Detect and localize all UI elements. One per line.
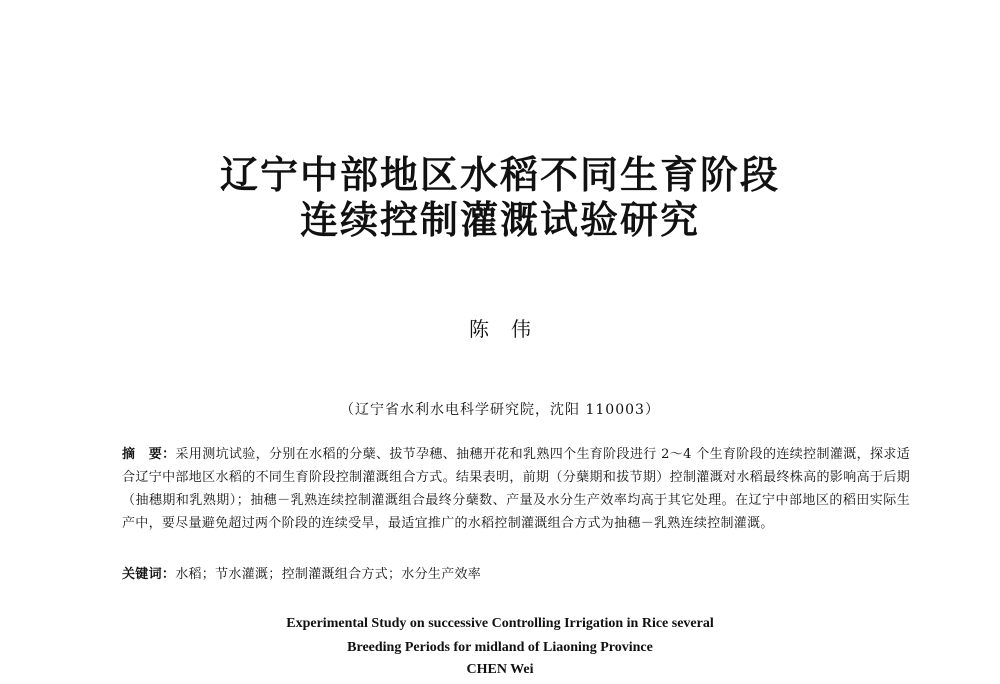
- english-title-line-2: Breeding Periods for midland of Liaoning Province: [347, 640, 653, 655]
- keywords: [122, 565, 910, 585]
- abstract-text: 采用测坑试验，分别在水稻的分蘖、拔节孕穗、抽穗开花和乳熟四个生育阶段进行 2～4 个生育阶段的连续控制灌溉，探求适合辽宁中部地区水稻的不同生育阶段控制灌溉组合方式。结果表明，前期（分蘖期和拔节期）控制灌溉对水稻最终株高的影响高于后期（抽穗期和乳熟期）；抽穗－乳熟连续控制灌溉组合最终分蘖数、产量及水分生产效率均高于其它处理。在辽宁中部地区的稻田实际生产中，要尽量避免超过两个阶段的连续受旱，最适宜推广的水稻控制灌溉组合方式为抽穗－乳熟连续控制灌溉。: [122, 447, 910, 531]
- english-title-line-1: Experimental Study on successive Controlling Irrigation in Rice several: [286, 616, 714, 631]
- title-line-1: 辽宁中部地区水稻不同生育阶段: [219, 153, 780, 197]
- abstract: [122, 443, 910, 535]
- keywords-label: 关键词：: [122, 567, 176, 582]
- title-line-2: 连续控制灌溉试验研究: [299, 198, 700, 242]
- keywords-text: 水稻；节水灌溉；控制灌溉组合方式；水分生产效率: [175, 567, 482, 582]
- author-name: 陈伟: [469, 317, 553, 341]
- english-author: CHEN Wei: [466, 662, 534, 677]
- abstract-label: 摘 要：: [122, 447, 176, 462]
- affiliation: （辽宁省水利水电科学研究院，沈阳 110003）: [340, 402, 660, 418]
